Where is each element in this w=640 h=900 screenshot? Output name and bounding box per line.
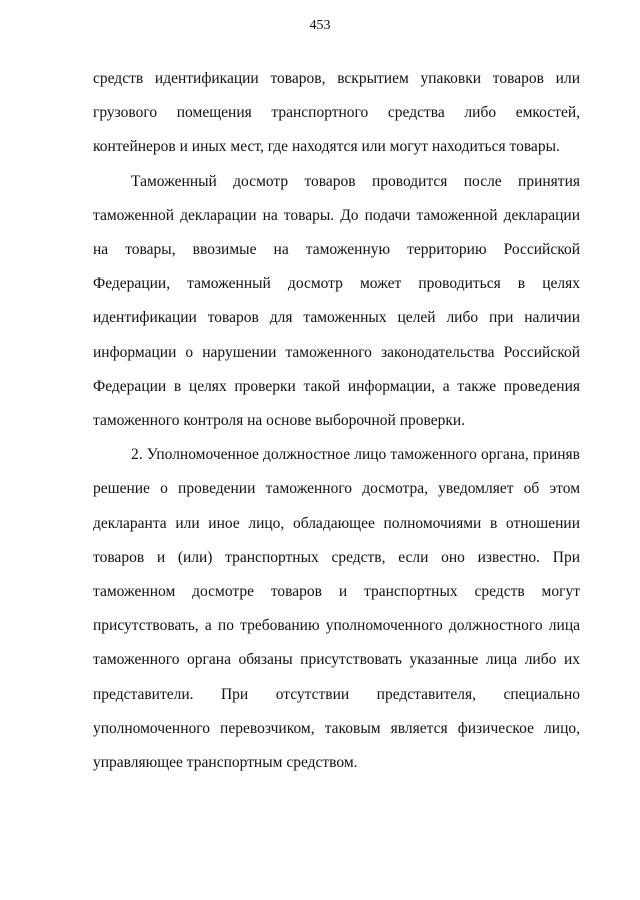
paragraph-customs-inspection: Таможенный досмотр товаров проводится после принятия таможенной декларации на товары. До подачи таможенной декларации на товары, ввозимые на таможенную территорию Российской Федерации, таможенный досмотр может проводиться в целях идентификации товаров для таможенных целей либо при наличии информации о нарушении таможенного законодательства Российской Федерации в целях проверки такой информации, а также проведения таможенного контроля на основе выборочной проверки. xyxy=(93,172,580,430)
page-number: 453 xyxy=(309,18,331,33)
document-body xyxy=(93,62,580,780)
paragraph-continuation: средств идентификации товаров, вскрытием упаковки товаров или грузового помещения транспортного средства либо емкостей, контейнеров и иных мест, где находятся или могут находиться товары. xyxy=(93,70,580,156)
paragraph-item-2: 2. Уполномоченное должностное лицо таможенного органа, приняв решение о проведении таможенного досмотра, уведомляет об этом декларанта или иное лицо, обладающее полномочиями в отношении товаров и (или) транспортных средств, если оно известно. При таможенном досмотре товаров и транспортных средств могут присутствовать, а по требованию уполномоченного должностного лица таможенного органа обязаны присутствовать указанные лица либо их представители. При отсутствии представителя, специально уполномоченного перевозчиком, таковым является физическое лицо, управляющее транспортным средством. xyxy=(93,446,580,772)
